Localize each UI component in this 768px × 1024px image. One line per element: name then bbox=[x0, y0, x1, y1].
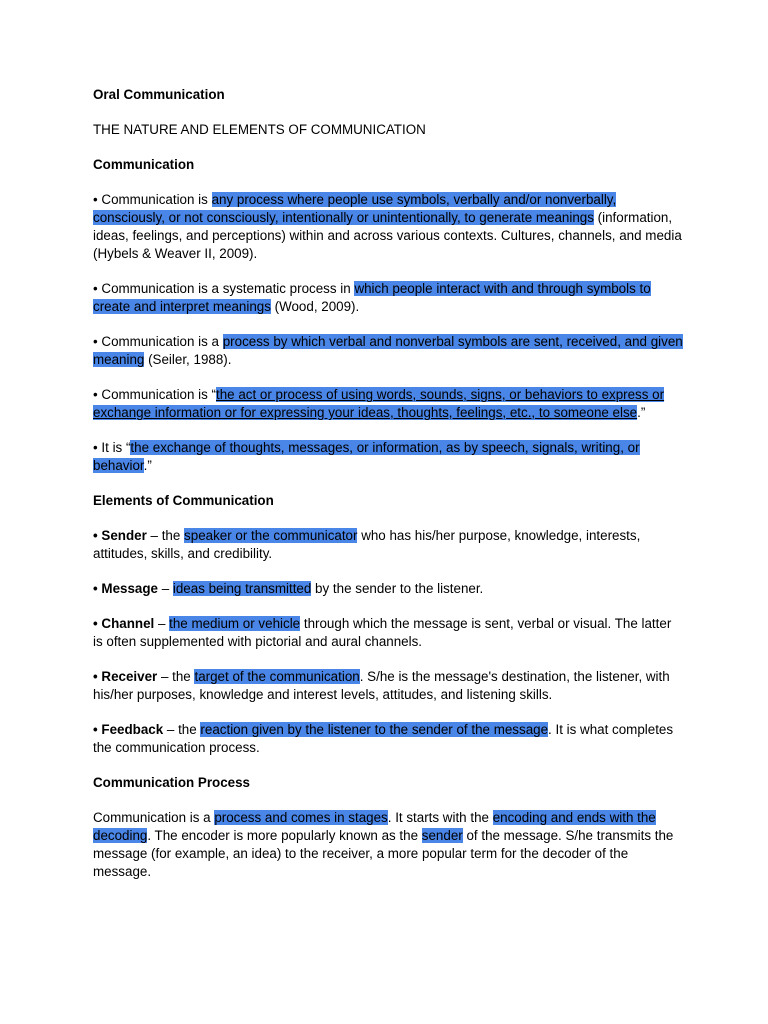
process-highlight-1: process and comes in stages bbox=[214, 810, 388, 825]
definition-3-pre: • Communication is a bbox=[93, 334, 223, 349]
element-sender-post: who has his/her purpose, knowledge, interests, attitudes, skills, and credibility. bbox=[93, 528, 641, 561]
element-feedback-pre: – the bbox=[163, 722, 201, 737]
definition-1-highlight: any process where people use symbols, verbally and/or nonverbally, consciously, or not consciously, intentionally or unintentionally, to generate meanings bbox=[93, 192, 617, 225]
element-message-term: • Message bbox=[93, 581, 158, 596]
definition-5-highlight: the exchange of thoughts, messages, or information, as by speech, signals, writing, or behavior bbox=[93, 440, 640, 473]
definition-5-pre: • It is “ bbox=[93, 440, 131, 455]
definition-3 bbox=[93, 333, 683, 369]
process-text-1: Communication is a bbox=[93, 810, 215, 825]
definition-3-post: (Seiler, 1988). bbox=[144, 352, 232, 367]
element-channel-highlight: the medium or vehicle bbox=[169, 616, 301, 631]
element-channel-post: through which the message is sent, verbal or visual. The latter is often supplemented with pictorial and aural channels. bbox=[93, 616, 672, 649]
element-sender bbox=[93, 527, 683, 563]
definition-1-pre: • Communication is bbox=[93, 192, 212, 207]
definition-4-highlight: the act or process of using words, sounds, signs, or behaviors to express or exchange information or for expressing your ideas, thoughts, feelings, etc., to someone else bbox=[93, 387, 665, 420]
element-message-post: by the sender to the listener. bbox=[311, 581, 484, 596]
element-sender-term: • Sender bbox=[93, 528, 147, 543]
element-feedback bbox=[93, 721, 683, 757]
process-text-4: of the message. S/he transmits the message (for example, an idea) to the receiver, a more popular term for the decoder of the message. bbox=[93, 828, 674, 879]
definition-3-highlight: process by which verbal and nonverbal symbols are sent, received, and given meaning bbox=[93, 334, 683, 367]
process-text-2: . It starts with the bbox=[387, 810, 493, 825]
element-feedback-highlight: reaction given by the listener to the sender of the message bbox=[200, 722, 549, 737]
element-receiver bbox=[93, 668, 683, 704]
element-message-highlight: ideas being transmitted bbox=[172, 581, 312, 596]
section-heading-elements: Elements of Communication bbox=[93, 493, 274, 508]
element-receiver-post: . S/he is the message's destination, the listener, with his/her purposes, knowledge and interest levels, attitudes, and listening skills. bbox=[93, 669, 670, 702]
element-feedback-term: • Feedback bbox=[93, 722, 164, 737]
definition-5-post: .” bbox=[143, 458, 152, 473]
process-text-3: . The encoder is more popularly known as the bbox=[147, 828, 422, 843]
definition-2 bbox=[93, 280, 683, 316]
definition-2-pre: • Communication is a systematic process in bbox=[93, 281, 355, 296]
section-heading-communication: Communication bbox=[93, 157, 195, 172]
doc-subtitle: THE NATURE AND ELEMENTS OF COMMUNICATION bbox=[93, 122, 426, 137]
definition-1-post: (information, ideas, feelings, and perceptions) within and across various contexts. Cultures, channels, and media (Hybels & Weaver II, 2009). bbox=[93, 210, 682, 261]
definition-2-post: (Wood, 2009). bbox=[270, 299, 360, 314]
process-highlight-3: sender bbox=[421, 828, 463, 843]
definition-4-post: .” bbox=[637, 405, 646, 420]
element-sender-highlight: speaker or the communicator bbox=[184, 528, 358, 543]
definition-1 bbox=[93, 191, 683, 263]
element-channel-pre: – bbox=[154, 616, 170, 631]
process-highlight-2: encoding and ends with the decoding bbox=[93, 810, 656, 843]
element-message bbox=[93, 580, 683, 598]
definition-4 bbox=[93, 386, 683, 422]
element-channel bbox=[93, 615, 683, 651]
process-paragraph bbox=[93, 809, 683, 881]
definition-2-highlight: which people interact with and through symbols to create and interpret meanings bbox=[93, 281, 651, 314]
element-channel-term: • Channel bbox=[93, 616, 155, 631]
doc-title: Oral Communication bbox=[93, 87, 225, 102]
element-feedback-post: . It is what completes the communication process. bbox=[93, 722, 674, 755]
element-sender-pre: – the bbox=[146, 528, 185, 543]
definition-5 bbox=[93, 439, 683, 475]
section-heading-process: Communication Process bbox=[93, 775, 251, 790]
document-body bbox=[93, 86, 683, 881]
element-message-pre: – bbox=[157, 581, 173, 596]
element-receiver-term: • Receiver bbox=[93, 669, 158, 684]
element-receiver-highlight: target of the communication bbox=[194, 669, 360, 684]
definition-4-pre: • Communication is “ bbox=[93, 387, 217, 402]
element-receiver-pre: – the bbox=[157, 669, 195, 684]
